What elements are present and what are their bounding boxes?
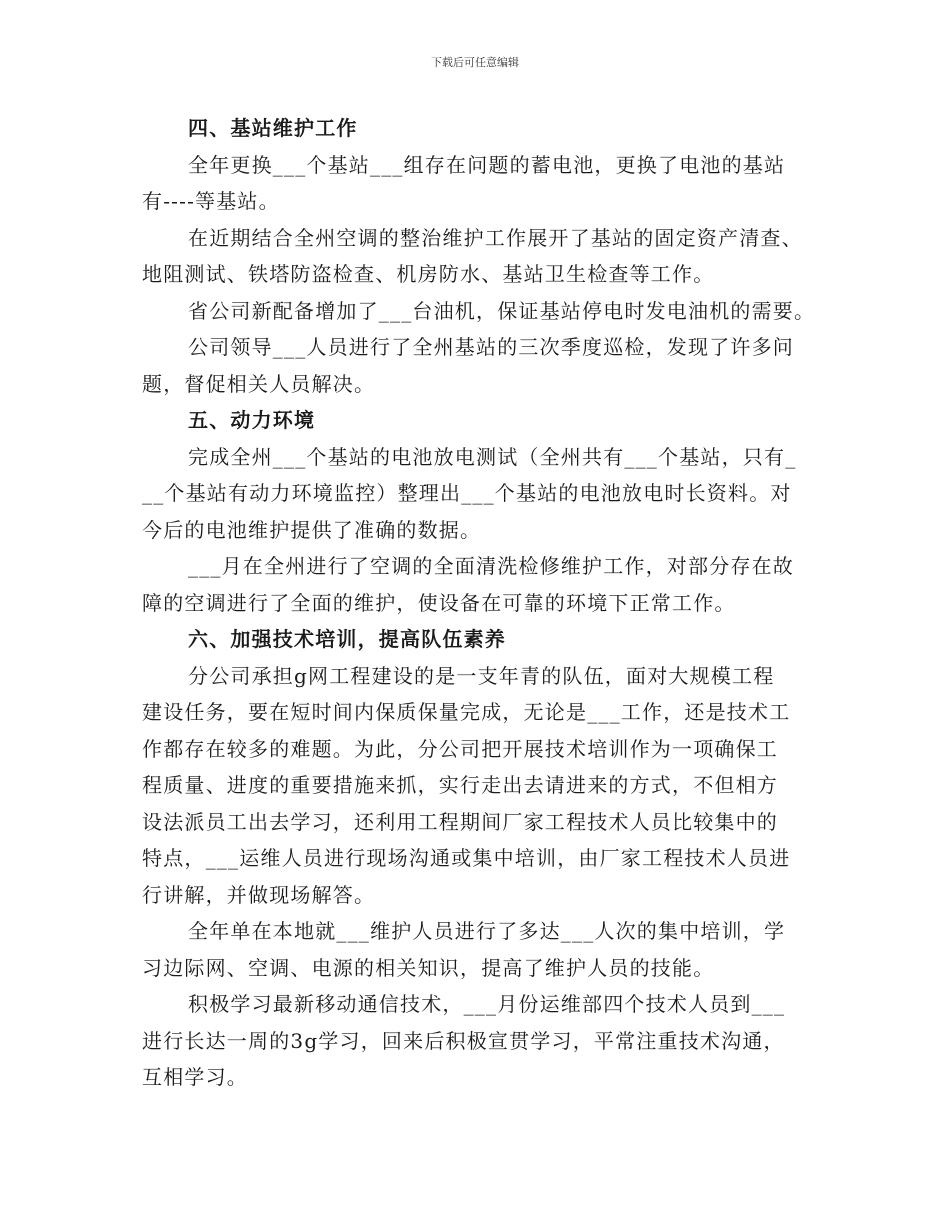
paragraph-line: 习边际网、空调、电源的相关知识，提高了维护人员的技能。 <box>142 955 715 980</box>
paragraph-line: 障的空调进行了全面的维护，使设备在可靠的环境下正常工作。 <box>142 590 736 615</box>
paragraph-line: 建设任务，要在短时间内保质保量完成，无论是___工作，还是技术工 <box>142 700 791 724</box>
section-heading-5: 五、动力环境 <box>188 408 316 432</box>
page-header: 下载后可任意编辑 <box>431 56 519 69</box>
paragraph-line: 作都存在较多的难题。为此，分公司把开展技术培训作为一项确保工 <box>142 736 778 761</box>
paragraph-line: 设法派员工出去学习，还利用工程期间厂家工程技术人员比较集中的 <box>142 809 778 834</box>
paragraph-line: 公司领导___人员进行了全州基站的三次季度巡检，发现了许多问 <box>188 335 794 359</box>
paragraph-line: 地阻测试、铁塔防盗检查、机房防水、基站卫生检查等工作。 <box>142 262 715 286</box>
paragraph-line: 进行长达一周的3g学习，回来后积极宣贯学习，平常注重技术沟通， <box>142 1028 785 1053</box>
paragraph-line: 有----等基站。 <box>142 189 280 213</box>
paragraph-line: 在近期结合全州空调的整治维护工作展开了基站的固定资产清查、 <box>188 225 803 250</box>
paragraph-line: 今后的电池维护提供了准确的数据。 <box>142 517 482 542</box>
paragraph-line: 完成全州___个基站的电池放电测试（全州共有___个基站，只有_ <box>188 444 797 469</box>
paragraph-line: __个基站有动力环境监控）整理出___个基站的电池放电时长资料。对 <box>142 481 792 505</box>
paragraph-line: 互相学习。 <box>142 1065 248 1089</box>
section-heading-6: 六、加强技术培训，提高队伍素养 <box>188 627 506 651</box>
paragraph-line: ___月在全州进行了空调的全面清洗检修维护工作，对部分存在故 <box>188 554 794 578</box>
paragraph-line: 全年更换___个基站___组存在问题的蓄电池，更换了电池的基站 <box>188 152 786 177</box>
paragraph-line: 全年单在本地就___维护人员进行了多达___人次的集中培训，学 <box>188 919 786 943</box>
paragraph-line: 积极学习最新移动通信技术，___月份运维部四个技术人员到___ <box>188 992 786 1016</box>
section-heading-4: 四、基站维护工作 <box>188 116 358 140</box>
paragraph-line: 分公司承担g网工程建设的是一支年青的队伍，面对大规模工程 <box>188 663 775 688</box>
document-body <box>142 110 816 1096</box>
paragraph-line: 省公司新配备增加了___台油机，保证基站停电时发电油机的需要。 <box>188 298 816 323</box>
paragraph-line: 程质量、进度的重要措施来抓，实行走出去请进来的方式，不但相方 <box>142 773 778 797</box>
paragraph-line: 题，督促相关人员解决。 <box>142 371 376 396</box>
paragraph-line: 行讲解，并做现场解答。 <box>142 882 376 907</box>
paragraph-line: 特点，___运维人员进行现场沟通或集中培训，由厂家工程技术人员进 <box>142 846 791 870</box>
